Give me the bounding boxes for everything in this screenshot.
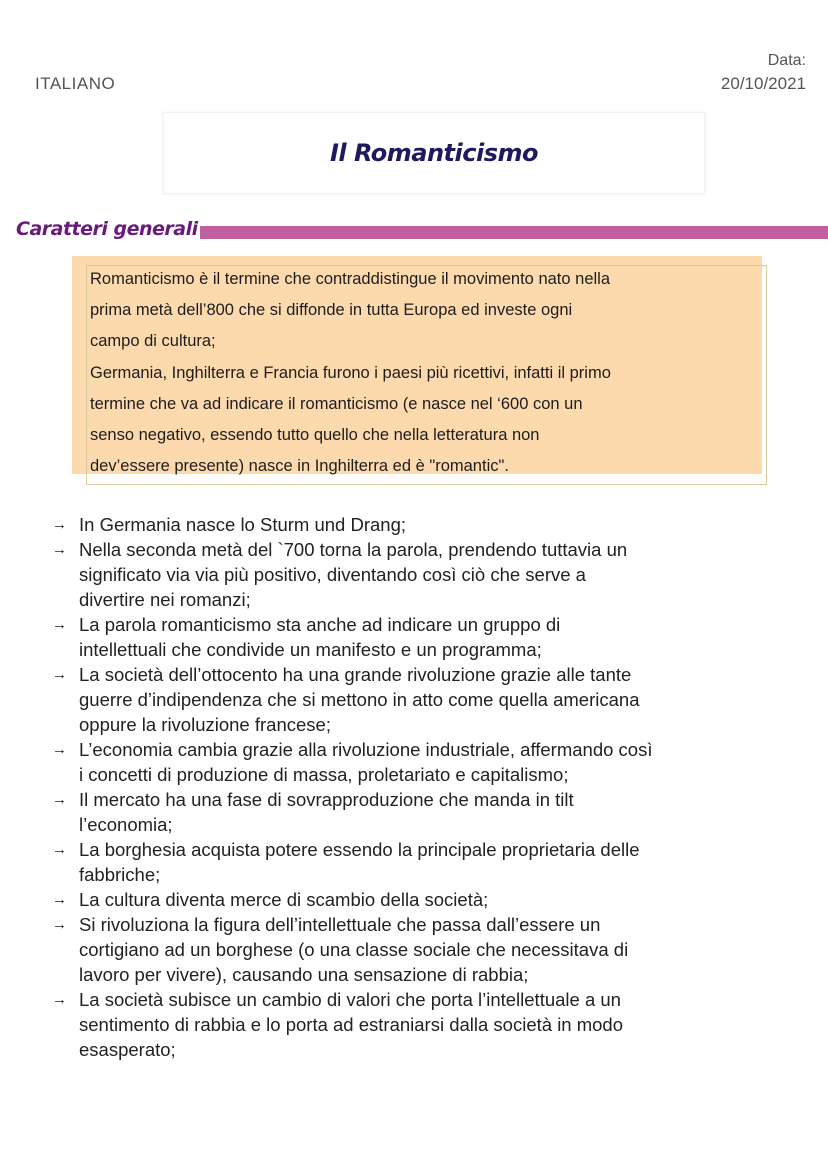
list-item bbox=[52, 512, 652, 537]
list-item-line: sentimento di rabbia e lo porta ad estraniarsi dalla società in modo bbox=[79, 1014, 624, 1035]
list-item-line: La parola romanticismo sta anche ad indicare un gruppo di bbox=[79, 614, 561, 635]
arrow-right-icon: → bbox=[52, 916, 67, 933]
intro-line: campo di cultura; bbox=[90, 332, 216, 351]
arrow-right-icon: → bbox=[52, 841, 67, 858]
list-item-line: La società dell’ottocento ha una grande rivoluzione grazie alle tante bbox=[79, 664, 632, 685]
bullet-list bbox=[52, 512, 652, 1062]
arrow-right-icon: → bbox=[52, 666, 67, 683]
date-value: 20/10/2021 bbox=[720, 74, 806, 93]
list-item-line: guerre d’indipendenza che si mettono in atto come quella americana bbox=[79, 689, 640, 710]
list-item-line: fabbriche; bbox=[79, 864, 161, 885]
arrow-right-icon: → bbox=[52, 541, 67, 558]
list-item-line: La borghesia acquista potere essendo la principale proprietaria delle bbox=[79, 839, 640, 860]
list-item bbox=[52, 737, 652, 787]
list-item bbox=[52, 987, 652, 1062]
list-item-line: intellettuali che condivide un manifesto e un programma; bbox=[79, 639, 542, 660]
list-item-line: L’economia cambia grazie alla rivoluzione industriale, affermando così bbox=[79, 739, 653, 760]
list-item-line: La cultura diventa merce di scambio della società; bbox=[79, 889, 489, 910]
arrow-right-icon: → bbox=[52, 791, 67, 808]
arrow-right-icon: → bbox=[52, 991, 67, 1008]
list-item-line: esasperato; bbox=[79, 1039, 176, 1060]
intro-line: Germania, Inghilterra e Francia furono i paesi più ricettivi, infatti il primo bbox=[90, 363, 611, 382]
subject-label: ITALIANO bbox=[35, 74, 116, 93]
intro-line: dev’essere presente) nasce in Inghilterra ed è "romantic". bbox=[90, 457, 509, 476]
list-item-line: La società subisce un cambio di valori che porta l’intellettuale a un bbox=[79, 989, 621, 1010]
list-item bbox=[52, 537, 652, 612]
list-item-line: lavoro per vivere), causando una sensazione di rabbia; bbox=[79, 964, 529, 985]
page-title: Il Romanticismo bbox=[329, 139, 538, 167]
list-item-line: i concetti di produzione di massa, proletariato e capitalismo; bbox=[79, 764, 569, 785]
date-label: Data: bbox=[767, 52, 806, 69]
intro-paragraph bbox=[90, 264, 611, 482]
section-title: Caratteri generali bbox=[16, 218, 198, 240]
intro-line: senso negativo, essendo tutto quello che nella letteratura non bbox=[90, 426, 540, 445]
section-divider-bar bbox=[200, 226, 828, 239]
list-item bbox=[52, 612, 652, 662]
list-item bbox=[52, 887, 652, 912]
list-item-line: Il mercato ha una fase di sovrapproduzione che manda in tilt bbox=[79, 789, 574, 810]
intro-line: termine che va ad indicare il romanticismo (e nasce nel ‘600 con un bbox=[90, 394, 583, 413]
list-item-line: Si rivoluziona la figura dell’intellettuale che passa dall’essere un bbox=[79, 914, 601, 935]
list-item bbox=[52, 837, 652, 887]
arrow-right-icon: → bbox=[52, 741, 67, 758]
list-item bbox=[52, 912, 652, 987]
intro-line: Romanticismo è il termine che contraddistingue il movimento nato nella bbox=[90, 270, 610, 288]
list-item-line: Nella seconda metà del `700 torna la parola, prendendo tuttavia un bbox=[79, 539, 628, 560]
list-item-line: In Germania nasce lo Sturm und Drang; bbox=[79, 514, 406, 535]
arrow-right-icon: → bbox=[52, 516, 67, 533]
title-box bbox=[163, 112, 705, 194]
list-item-line: oppure la rivoluzione francese; bbox=[79, 714, 331, 735]
intro-line: prima metà dell’800 che si diffonde in tutta Europa ed investe ogni bbox=[90, 301, 573, 320]
arrow-right-icon: → bbox=[52, 616, 67, 633]
section-heading bbox=[16, 218, 828, 240]
list-item bbox=[52, 787, 652, 837]
list-item-line: significato via via più positivo, diventando così ciò che serve a bbox=[79, 564, 586, 585]
list-item-line: cortigiano ad un borghese (o una classe sociale che necessitava di bbox=[79, 939, 629, 960]
arrow-right-icon: → bbox=[52, 891, 67, 908]
list-item bbox=[52, 662, 652, 737]
list-item-line: l’economia; bbox=[79, 814, 173, 835]
list-item-line: divertire nei romanzi; bbox=[79, 589, 251, 610]
